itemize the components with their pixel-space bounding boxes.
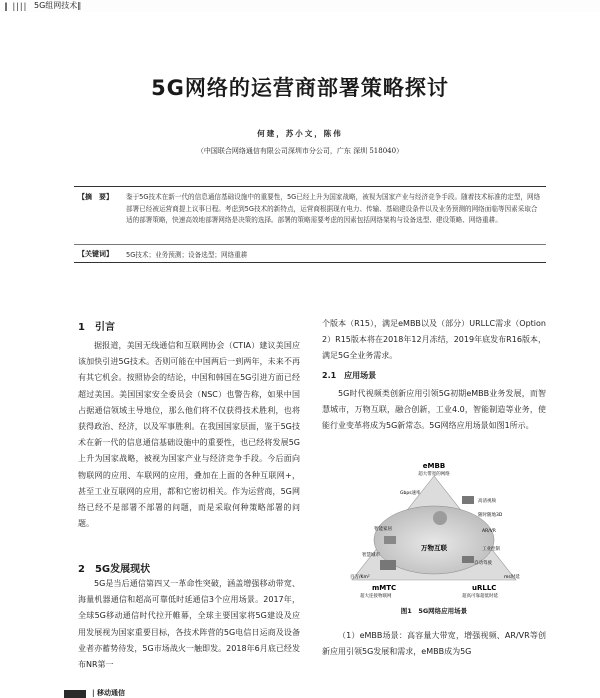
label-industry: 工业控制 <box>482 547 500 552</box>
abstract-text: 鉴于5G技术在新一代的信息通信基础设施中的重要性，5G已经上升为国家战略，被视为国家产业与经济竞争手段。随着技术标准的定型，网络部署已经被运营商提上议事日程。考虑到5G技术的新特点，运营商根据现有电力、传输、基础建设条件以及业务预测的网络面临等因素采取合适的部署策略，快速高效地部署网络是决策的选择。部署的策略需要考虑的因素包括网络架构与设备选型、建设策略、网络重耕。 <box>126 193 541 225</box>
journal-header <box>0 0 600 12</box>
label-arvr: AR/VR <box>482 529 496 534</box>
abstract-bottom-rule <box>74 262 546 263</box>
label-mmtc-sub: 超大连接物联网 <box>360 594 392 599</box>
footer-journal: | 移动通信 <box>92 688 125 697</box>
authors: 何建，苏小文，陈伟 <box>257 129 343 138</box>
label-smart-city: 智慧城市 <box>362 553 380 558</box>
label-gbps: Gbps速率 <box>400 491 421 496</box>
intro-paragraph: 据报道，美国无线通信和互联网协会（CTIA）建议美国应该加快引进5G技术。否则可能在中国两后一到两年，未来不再有其它机会。按照协会的结论，中国和韩国在5G引进方面已经超过美国。美国国家安全委员会（NSC）也警告称，如果中国占据通信领域主导地位，那么他们将不仅获得技术胜利，也将获得政治、经济，以及军事胜利。在我国国家层面，鉴于5G技术在新一代的信息通信基础设施中的重要性，也已经将发展5G上升为国家战略，被视为国家产业与经济竞争手段。今后面向物联网的应用、车联网的应用，叠加在上面的各种互联网+，甚至工业互联网的应用，都和它密切相关。作为运营商，5G网络已经不是部署不部署的问题，而是采取何种策略部署的问题。 <box>78 341 300 529</box>
section-dev-heading: 2 5G发展现状 <box>78 564 151 575</box>
affiliation: （中国联合网络通信有限公司深圳市分公司，广东 深圳 518040） <box>196 147 404 155</box>
figure-caption: 图1 5G网络应用场景 <box>400 607 468 615</box>
label-embb-sub: 超大带宽的网络 <box>418 472 450 477</box>
label-urllc: uRLLC <box>472 584 497 592</box>
keywords-text: 5G技术；业务预测；设备选型；网络重耕 <box>126 251 248 259</box>
page-number-block <box>64 690 86 698</box>
keywords-label: 【关键词】 <box>78 249 113 258</box>
label-iot-center: 万物互联 <box>421 544 447 552</box>
video-icon <box>462 496 474 504</box>
label-urllc-sub: 超高可靠超低时延 <box>462 594 498 599</box>
application-scenario-figure <box>322 460 546 605</box>
header-bars: ‖ |||| <box>4 2 28 11</box>
section-intro-heading: 1 引言 <box>78 322 115 333</box>
section-app-heading: 2.1 应用场景 <box>322 371 377 380</box>
embb-paragraph: （1）eMBB场景：高容量大带宽，增强视频、AR/VR等创新应用引领5G发展和需求，eMBB成为5G <box>322 631 546 657</box>
label-3d: 随时随地3D <box>478 513 503 518</box>
article-title: 5G网络的运营商部署策略探讨 <box>151 76 449 100</box>
release-paragraph: 个版本（R15），满足eMBB以及（部分）URLLC需求（Option 2）R15版本将在2018年12月冻结，2019年底发布R16版本，满足5G全业务需求。 <box>322 319 546 361</box>
car-icon <box>462 556 474 563</box>
label-embb: eMBB <box>422 462 446 470</box>
city-icon <box>380 560 396 570</box>
abstract-divider <box>74 244 546 245</box>
label-smart-home: 智能家居 <box>374 527 392 532</box>
label-uhd: 高清视频 <box>478 499 496 504</box>
label-mmtc: mMTC <box>372 584 397 592</box>
app-paragraph: 5G时代视频类创新应用引领5G初期eMBB业务发展，而智慧城市，万物互联，融合创新，工业4.0，智能制造等业务，使能行业变革将成为5G新常态。5G网络应用场景如图1所示。 <box>322 389 546 431</box>
abstract-top-rule <box>74 186 546 187</box>
dev-paragraph: 5G是当后通信第四又一革命性突破，涵盖增强移动带宽、海量机器通信和超高可靠低时延通信3个应用场景。2017年，全球5G移动通信时代拉开帷幕，全球主要国家将5G建设及应用发展视为国家重要目标，各技术阵营的5G电信日运商及设备业者亦蓄势待发，5G市场战火一触即发。2018年6月底已经发布NR第一 <box>78 579 300 670</box>
abstract-label: 【摘 要】 <box>78 192 113 201</box>
label-auto: 自动驾驶 <box>474 561 492 566</box>
label-connections: 百万/Km² <box>350 575 370 580</box>
globe-icon <box>433 511 447 525</box>
header-section: 5G组网技术‖ <box>34 1 82 10</box>
house-icon <box>384 536 396 544</box>
label-latency: ms时延 <box>504 575 520 580</box>
